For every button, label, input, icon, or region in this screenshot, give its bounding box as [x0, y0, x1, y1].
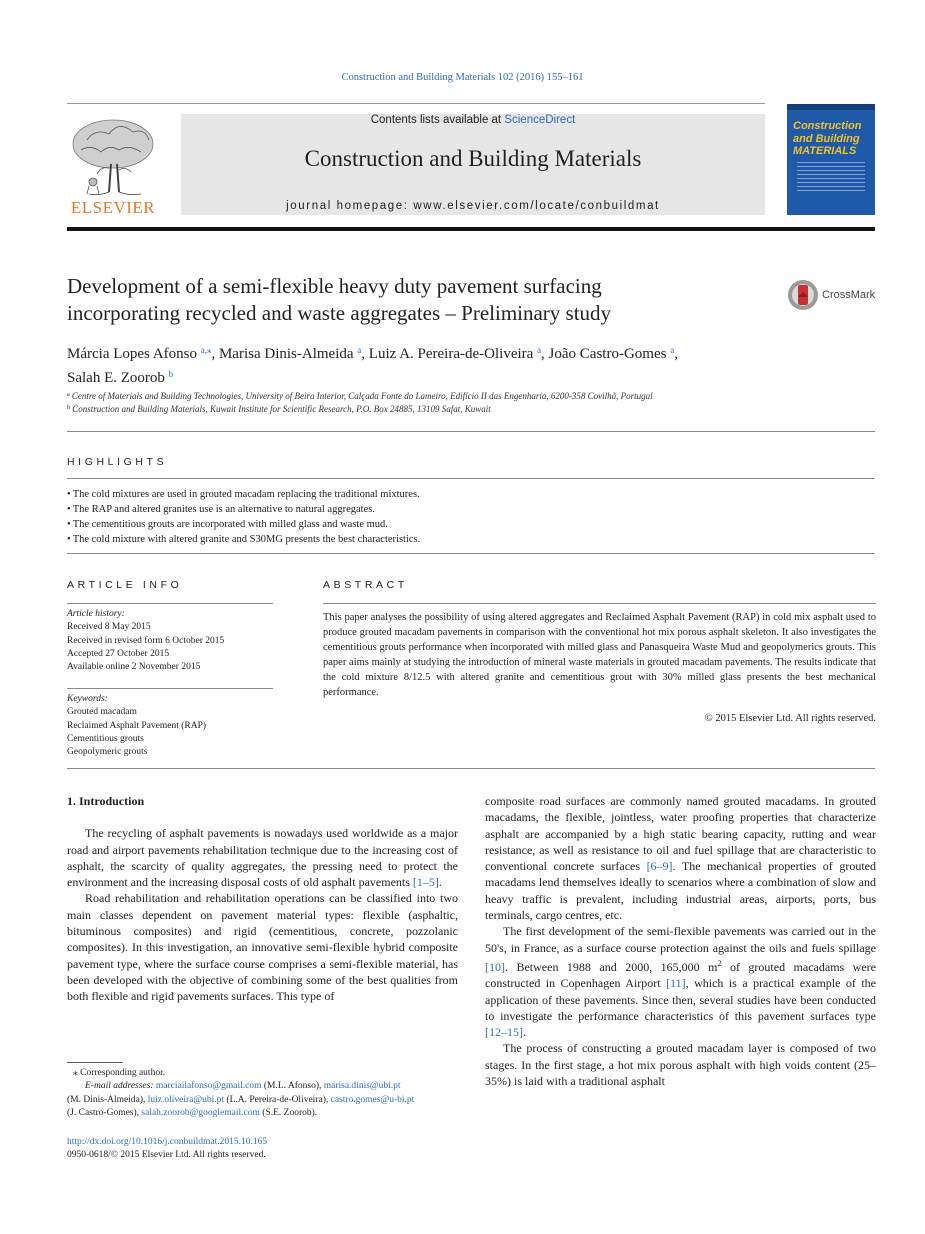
divider [67, 603, 273, 604]
paragraph-text: The first development of the semi-flexible pavements was carried out in the 50's, in France, as a surface course protection against the oils and fuels spillage [485, 924, 876, 955]
author-name: João Castro-Gomes [548, 346, 667, 362]
author-name: Luiz A. Pereira-de-Oliveira [368, 346, 534, 362]
affiliation-text: Centre of Materials and Building Technologies, University of Beira Interior, Calçada Fonte do Lameiro, Edifício II das Engenharia, 6200-358 Covilhã, Portugal [71, 391, 653, 401]
abstract-text: This paper analyses the possibility of using altered aggregates and Reclaimed Asphalt Pavement (RAP) in cold mix asphalt used to produce grouted macadam pavements in comparison with the conventional hot mix porous asphalt skeleton. It also investigates the cementitious grouts performance when incorporated with milled glass and Panasqueira Waste Mud and geopolymerics grouts. This paper aims mainly at studying the introduction of mineral waste materials in grouted macadam pavements. The results indicate that the cold mixture 8/12.5 with altered granite and cementitious grout with 30% milled glass presents the best mechanical performance. [323, 612, 876, 698]
author-sup[interactable]: a [357, 345, 362, 355]
superscript: 2 [717, 958, 722, 968]
header-divider [67, 103, 765, 104]
body-left-column [67, 793, 458, 1005]
paragraph-text: of grouted macadams were constructed in Copenhagen Airport [485, 959, 876, 991]
paragraph: Road rehabilitation and rehabilitation operations can be classified into two main classes dependent on pavement material types: flexible (asphaltic, bituminous composites) and rigid (cementitious, concrete, pozzolanic composites). In this investigation, an innovative semi-flexible hybrid composite pavement type, where the surface course comprises a semi-flexible material, has been developed with the objective of combining some of the best qualities from both flexible and rigid pavements surfaces. This type of [67, 891, 458, 1004]
publisher-name: ELSEVIER [70, 198, 156, 217]
keywords [67, 693, 277, 759]
paragraph-text: . Between 1988 and 2000, 165,000 m [505, 959, 718, 974]
article-history [67, 608, 277, 674]
paragraph-text: . The mechanical properties of grouted macadams lend themselves ideally to scenarios where a combination of slow and heavy traffic is prevalent, including industrial areas, airports, ports, bus terminals, cargo centres, etc. [485, 859, 876, 923]
paragraph: The recycling of asphalt pavements is nowadays used worldwide as a major road and airport pavements rehabilitation technique due to the increasing cost of asphalt, the scarcity of quality aggregates, the pressing need to protect the environment and the increasing disposal costs of old asphalt pavements [1–5]. [67, 826, 458, 890]
journal-homepage[interactable]: journal homepage: www.elsevier.com/locate/conbuildmat [286, 200, 660, 212]
citation-link[interactable]: [11] [666, 976, 686, 991]
paragraph-text: , which is a practical example of the application of these pavements. Since then, several studies have been conducted to investigate the performance characteristics of this pavement surfaces type [485, 976, 876, 1023]
issn-copyright: 0950-0618/© 2015 Elsevier Ltd. All rights reserved. [67, 1150, 266, 1160]
cover-title [793, 120, 873, 158]
author-name: Márcia Lopes Afonso [67, 346, 197, 362]
keyword: Reclaimed Asphalt Pavement (RAP) [67, 720, 207, 731]
section-title: 1. Introduction [67, 794, 145, 808]
citation-link[interactable]: [10] [485, 959, 505, 974]
email-link[interactable]: castro.gomes@u-bi.pt [330, 1094, 415, 1105]
author-sup[interactable]: a [670, 345, 675, 355]
history-label: Article history: [67, 609, 125, 619]
corresponding-note: Corresponding author. [80, 1068, 166, 1078]
doi-link[interactable]: http://dx.doi.org/10.1016/j.conbuildmat.2015.10.165 [67, 1137, 268, 1147]
history-item: Received 8 May 2015 [67, 622, 151, 633]
email-owner: (J. Castro-Gomes), [67, 1107, 140, 1118]
history-item: Received in revised form 6 October 2015 [67, 635, 225, 646]
email-link[interactable]: luiz.oliveira@ubi.pt [147, 1094, 225, 1105]
history-item: Available online 2 November 2015 [67, 662, 201, 673]
journal-cover-image [787, 104, 875, 215]
email-label: E-mail addresses: [85, 1081, 154, 1092]
affiliation-marker: a [67, 391, 70, 398]
article-info-heading: ARTICLE INFO [67, 579, 183, 591]
contents-prefix: Contents lists available at [370, 114, 505, 126]
cover-title-line-3: MATERIALS [793, 145, 857, 157]
keyword: Geopolymeric grouts [67, 747, 148, 758]
abstract-copyright: © 2015 Elsevier Ltd. All rights reserved. [704, 713, 876, 724]
author-sup[interactable]: b [168, 369, 174, 379]
citation-link[interactable]: [6–9] [646, 859, 673, 874]
email-link[interactable]: marciailafonso@gmail.com [155, 1081, 262, 1092]
author-sup[interactable]: a [537, 345, 542, 355]
divider [67, 768, 875, 769]
divider [67, 688, 273, 689]
highlight-item: • The RAP and altered granites use is an alternative to natural aggregates. [67, 502, 877, 517]
email-link[interactable]: marisa.dinis@ubi.pt [323, 1081, 401, 1092]
affiliation-text: Construction and Building Materials, Kuwait Institute for Scientific Research, P.O. Box 24885, 13109 Safat, Kuwait [72, 404, 491, 414]
highlights-list [67, 487, 877, 547]
email-owner: (M. Dinis-Almeida), [67, 1094, 146, 1105]
crossmark-label[interactable]: CrossMark [822, 289, 876, 301]
affiliation-marker: b [67, 404, 71, 411]
paragraph [485, 793, 876, 923]
highlights-heading: HIGHLIGHTS [67, 456, 168, 468]
footnote-rule [67, 1062, 123, 1063]
title-line-1: Development of a semi-flexible heavy duty pavement surfacing [67, 274, 602, 298]
keyword: Grouted macadam [67, 707, 137, 718]
email-owner: (L.A. Pereira-de-Oliveira), [226, 1094, 329, 1105]
cover-band [787, 104, 875, 110]
paragraph-text: The recycling of asphalt pavements is nowadays used worldwide as a major road and airport pavements rehabilitation technique due to the increasing cost of asphalt, the scarcity of quality aggregates, the pressing need to protect the environment and the increasing disposal costs of old asphalt pavements [67, 826, 458, 890]
author-name: Marisa Dinis-Almeida [218, 346, 354, 362]
article-title [67, 273, 767, 327]
abstract-heading: ABSTRACT [323, 579, 408, 591]
citation-link[interactable]: [1–5] [412, 875, 439, 890]
keywords-label: Keywords: [67, 694, 108, 704]
history-item: Accepted 27 October 2015 [67, 648, 170, 659]
author-list: Márcia Lopes Afonso $^{a,⁎}$, Marisa Dinis-Almeida $^a$, Luiz A. Pereira-de-Oliveira $^a$, João Castro-Gomes $^a$, Salah E. Zoorob $^b$ [67, 345, 678, 386]
highlight-item: • The cold mixture with altered granite and S30MG presents the best characteristics. [67, 532, 877, 547]
paragraph-text: composite road surfaces are commonly named grouted macadams. In grouted macadams, the flexible, jointless, water proofing properties that characterize asphalt are accompanied by a high static bearing capacity, rutting and wear resistance, as well as resistance to oil and fuel spillage that are characteristic to conventional concrete surfaces [485, 794, 876, 874]
email-link[interactable]: salah.zoorob@googlemail.com [141, 1107, 260, 1118]
paragraph: The process of constructing a grouted macadam layer is composed of two stages. In the first stage, a hot mix porous asphalt with high voids content (25–35%) is laid with a traditional asphalt [485, 1041, 876, 1089]
contents-line [181, 114, 765, 126]
divider [67, 431, 875, 432]
email-owner: (S.E. Zoorob). [262, 1107, 318, 1118]
journal-reference[interactable]: Construction and Building Materials 102 (2016) 155–161 [341, 72, 584, 83]
highlight-item: • The cementitious grouts are incorporated with milled glass and waste mud. [67, 517, 877, 532]
cover-title-line-2: and Building [793, 132, 860, 145]
divider [323, 603, 876, 604]
citation-link[interactable]: [12–15] [485, 1025, 523, 1040]
header-thick-rule [67, 227, 875, 231]
cover-title-line-1: Construction [793, 120, 862, 132]
paragraph: The first development of the semi-flexible pavements was carried out in the 50's, in France, as a surface course protection against the oils and fuels spillage [10]. Between 1988 and 2000, 165,000 $m^2$ of grouted macadams were constructed in Copenhagen Airport [11], which is a practical example of the application of these pavements. Since then, several studies have been conducted to investigate the performance characteristics of this pavement surfaces type [12–15]. [485, 924, 876, 1040]
divider [67, 553, 875, 554]
author-name: Salah E. Zoorob [67, 370, 165, 386]
author-sup[interactable]: a,⁎ [200, 345, 212, 355]
title-line-2: incorporating recycled and waste aggregates – Preliminary study [67, 301, 612, 325]
divider [67, 478, 875, 479]
journal-title: Construction and Building Materials [304, 146, 642, 171]
body-right-column [485, 793, 876, 1089]
email-owner: (M.L. Afonso), [263, 1081, 322, 1092]
keyword: Cementitious grouts [67, 733, 144, 744]
footnote: ⁎ Corresponding author. E-mail addresses: marciailafonso@gmail.com (M.L. Afonso), marisa.dinis@ubi.pt (M. Dinis-Almeida), luiz.oliveira@ubi.pt (L.A. Pereira-de-Oliveira), castro.gomes@u-bi.pt (J. Castro-Gomes), salah.zoorob@googlemail.com (S.E. Zoorob). [67, 1068, 415, 1118]
crossmark-icon[interactable] [787, 279, 819, 311]
affiliation-a [67, 391, 877, 401]
sciencedirect-link[interactable]: ScienceDirect [504, 114, 576, 126]
highlight-item: • The cold mixtures are used in grouted macadam replacing the traditional mixtures. [67, 487, 877, 502]
affiliation-b [67, 404, 877, 414]
cover-text-lines [797, 162, 865, 192]
